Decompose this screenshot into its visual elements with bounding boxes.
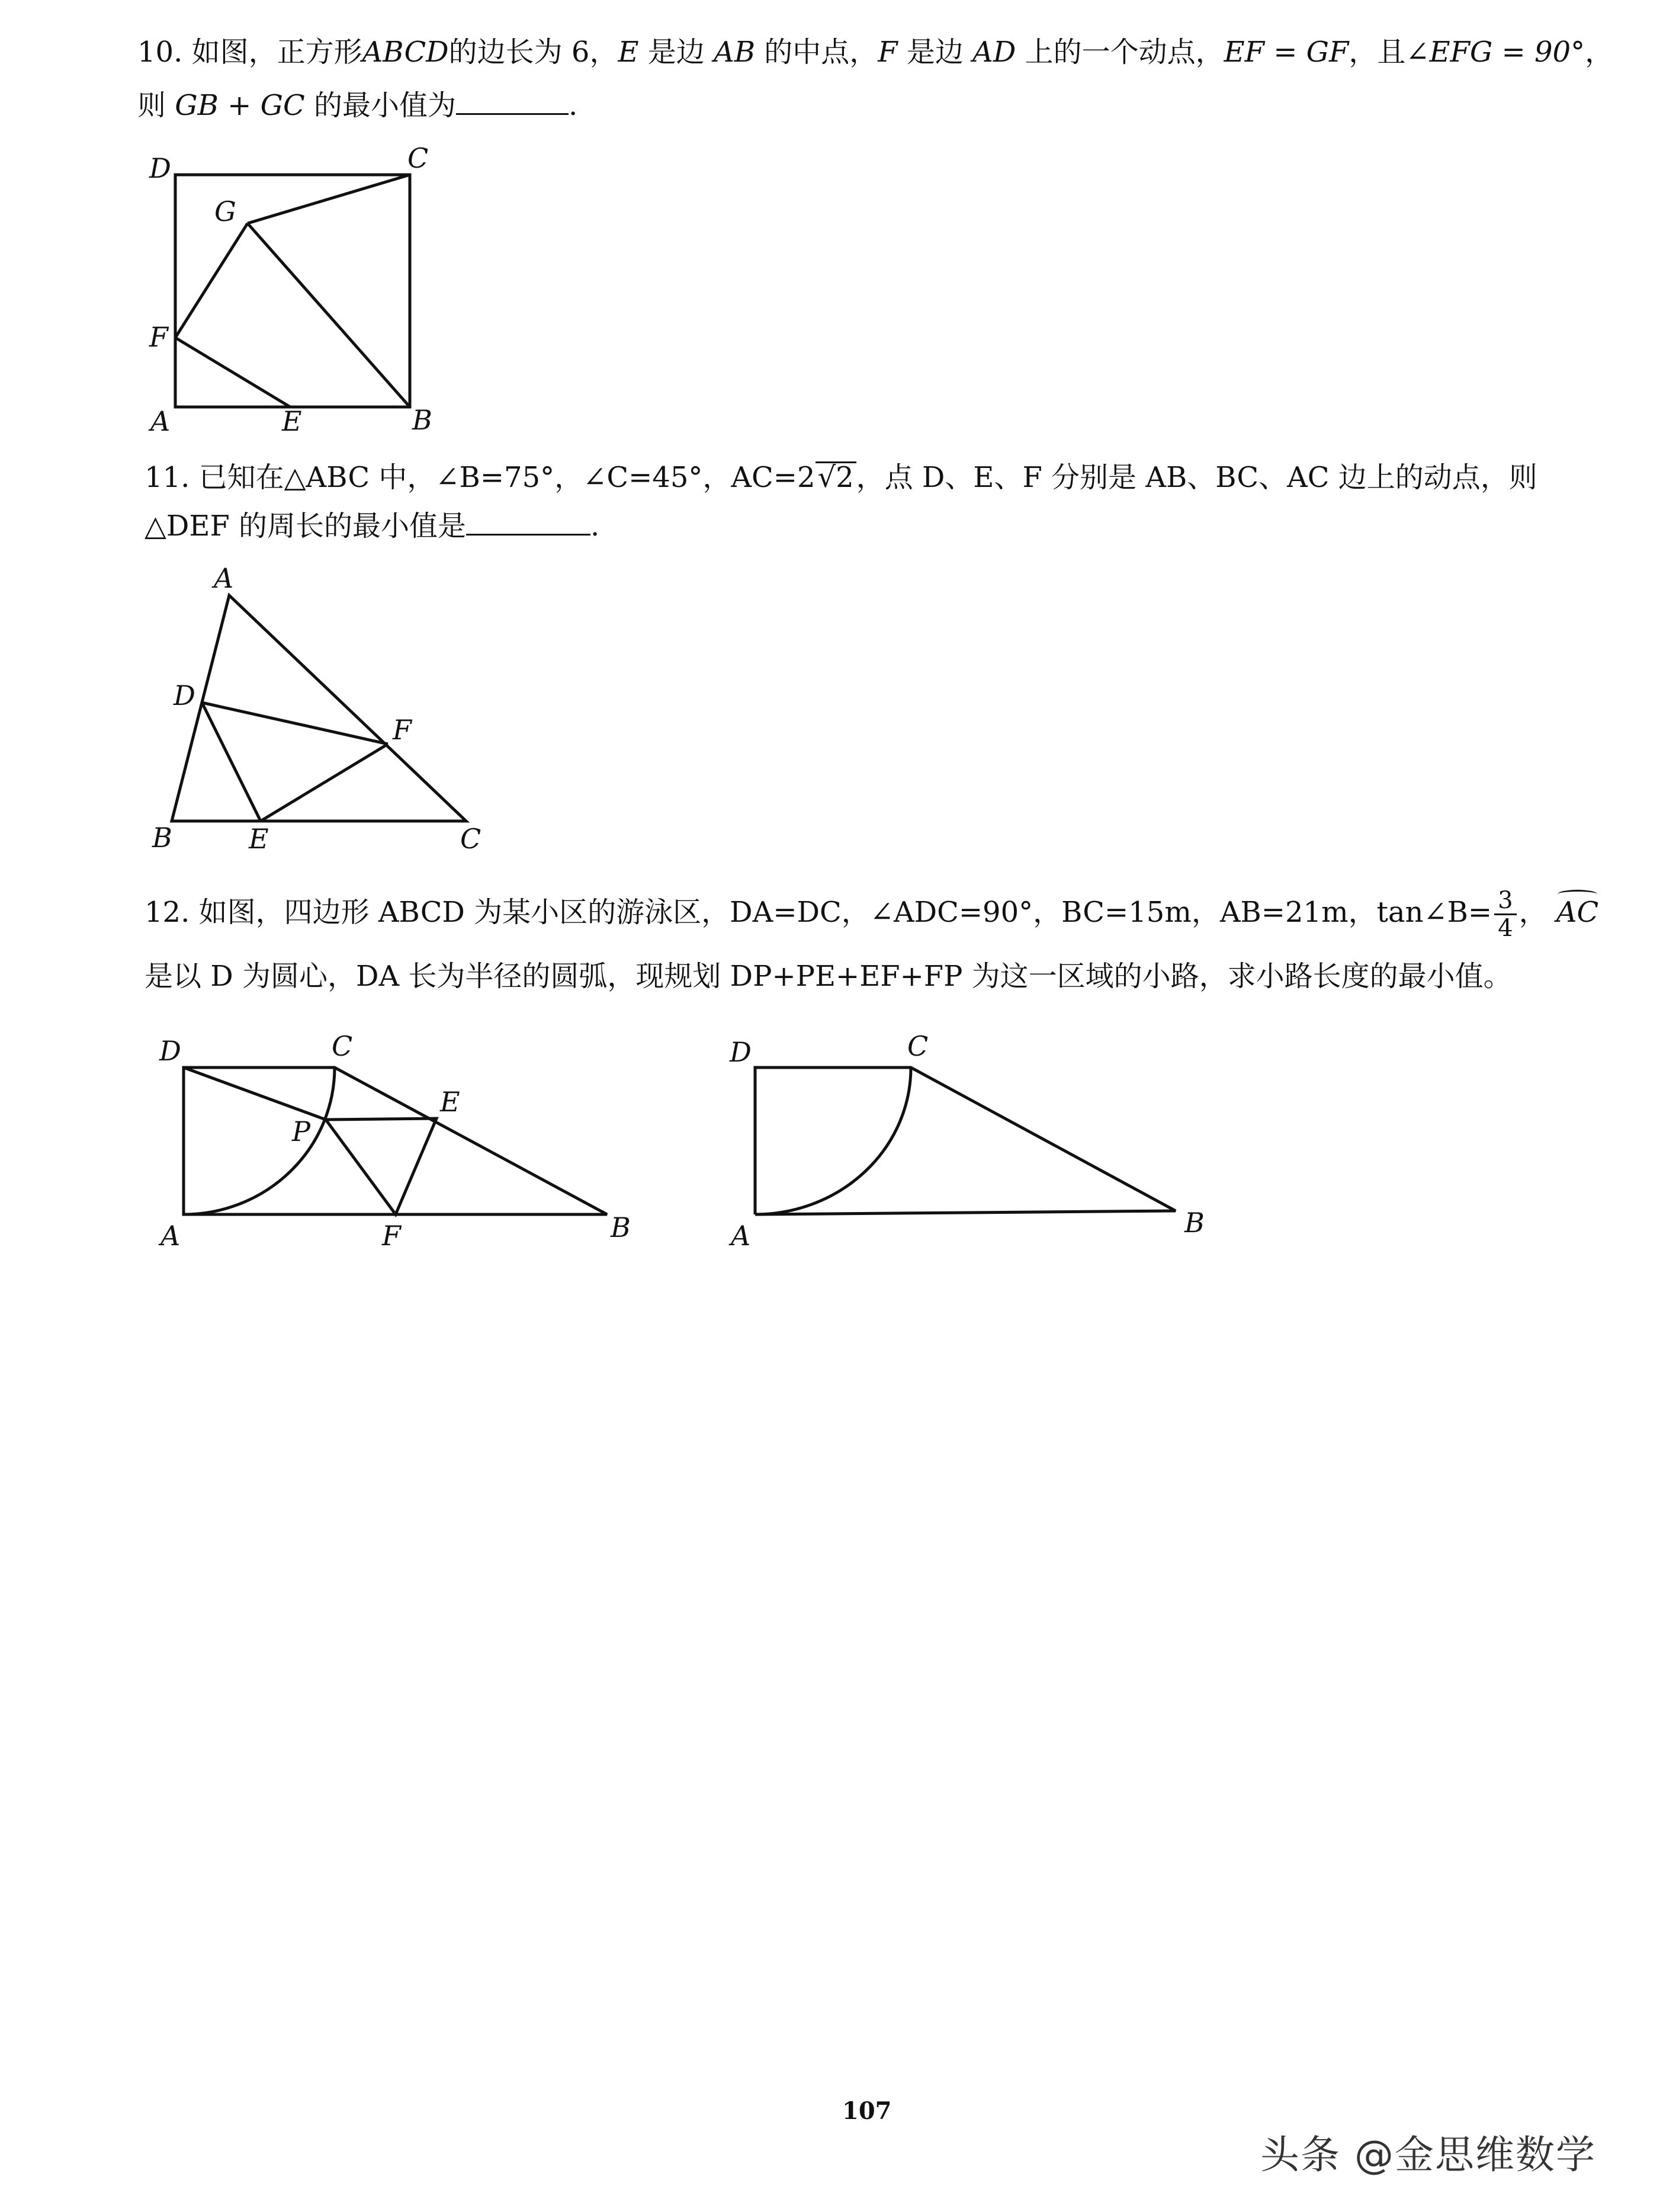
q12-text: ， xyxy=(1518,896,1548,929)
label-A: A xyxy=(150,405,171,437)
label-D: D xyxy=(174,679,195,711)
q11-radicand: 2 xyxy=(836,461,854,494)
label-A: A xyxy=(214,562,234,594)
label-F: F xyxy=(149,321,168,353)
label-B: B xyxy=(611,1211,631,1243)
q10-square-name: ABCD xyxy=(362,36,449,69)
q10-text: 的边长为 6， xyxy=(448,36,618,69)
sqrt-symbol: √2 xyxy=(816,461,856,492)
label-P: P xyxy=(292,1115,310,1147)
q10-text: 如图，正方形 xyxy=(191,36,362,69)
label-C: C xyxy=(407,142,429,174)
q11-figure-lines xyxy=(172,595,466,821)
q10-text: 的中点， xyxy=(764,36,878,69)
q10-text: ，且 xyxy=(1349,36,1406,69)
q11-figure-triangle xyxy=(151,563,506,859)
label-E: E xyxy=(249,823,269,855)
q12-figure-1-lines xyxy=(184,1067,607,1214)
q10-angle: ∠EFG = 90° xyxy=(1405,36,1585,69)
label-C: C xyxy=(460,823,481,855)
q11-line-2 xyxy=(145,508,599,544)
q10-text: 是边 xyxy=(647,36,705,69)
q11-text: . xyxy=(590,509,600,543)
q11-number: 11. xyxy=(145,461,190,494)
label-C: C xyxy=(907,1030,929,1062)
q10-figure-lines xyxy=(175,175,410,407)
q10-text: 的最小值为 xyxy=(313,89,456,122)
q11-text: △DEF 的周长的最小值是 xyxy=(145,509,467,543)
label-A: A xyxy=(731,1220,751,1252)
q10-number: 10. xyxy=(137,36,183,69)
label-D: D xyxy=(159,1035,181,1067)
q10-text: ， xyxy=(1585,36,1614,69)
q11-text: ，点 D、E、F 分别是 AB、BC、AC 边上的动点，则 xyxy=(856,461,1537,494)
q10-figure-square xyxy=(136,142,444,447)
fraction xyxy=(1494,887,1516,941)
q12-line-1 xyxy=(145,887,1598,941)
label-C: C xyxy=(332,1030,353,1062)
page-number: 107 xyxy=(842,2097,892,2125)
label-D: D xyxy=(730,1036,752,1068)
fraction-denominator: 4 xyxy=(1498,915,1513,942)
q11-text: 已知在△ABC 中，∠B=75°，∠C=45°，AC=2 xyxy=(198,461,816,494)
label-E: E xyxy=(440,1086,460,1118)
q10-text: 是边 xyxy=(906,36,964,69)
q10-expression: GB + GC xyxy=(175,89,305,122)
q12-figure-2 xyxy=(723,1025,1220,1262)
q10-text: 则 xyxy=(137,89,166,122)
label-B: B xyxy=(152,822,172,854)
q10-text: . xyxy=(568,89,578,122)
label-F: F xyxy=(393,714,412,746)
label-E: E xyxy=(282,405,302,437)
label-A: A xyxy=(160,1220,181,1252)
q10-point: E xyxy=(618,36,639,69)
q10-point: F xyxy=(878,36,898,69)
q12-line-2 xyxy=(145,958,1512,994)
label-B: B xyxy=(412,404,432,436)
q10-segment: AD xyxy=(972,36,1016,69)
label-D: D xyxy=(149,152,171,184)
q10-line-2 xyxy=(137,88,577,123)
q10-line-1 xyxy=(137,34,1613,70)
q12-text: 如图，四边形 ABCD 为某小区的游泳区，DA=DC，∠ADC=90°，BC=15m，AB=21m，tan∠B= xyxy=(198,896,1492,929)
q12-figure-2-lines xyxy=(755,1067,1176,1214)
q10-equation: EF = GF xyxy=(1224,36,1349,69)
answer-blank xyxy=(466,510,590,536)
q12-figure-1 xyxy=(157,1025,648,1262)
label-G: G xyxy=(214,195,236,227)
label-B: B xyxy=(1184,1207,1205,1239)
q10-text: 上的一个动点， xyxy=(1025,36,1224,69)
watermark: 头条 @金思维数学 xyxy=(1260,2132,1596,2178)
label-F: F xyxy=(382,1220,401,1252)
answer-blank xyxy=(456,89,569,115)
fraction-numerator: 3 xyxy=(1494,887,1516,915)
q12-number: 12. xyxy=(145,896,190,929)
q11-line-1 xyxy=(145,460,1537,495)
arc-ac-label: AC xyxy=(1556,896,1599,929)
q10-segment: AB xyxy=(714,36,756,69)
q12-text: 是以 D 为圆心，DA 长为半径的圆弧，现规划 DP+PE+EF+FP 为这一区域的小路，求小路长度的最小值。 xyxy=(145,960,1512,993)
